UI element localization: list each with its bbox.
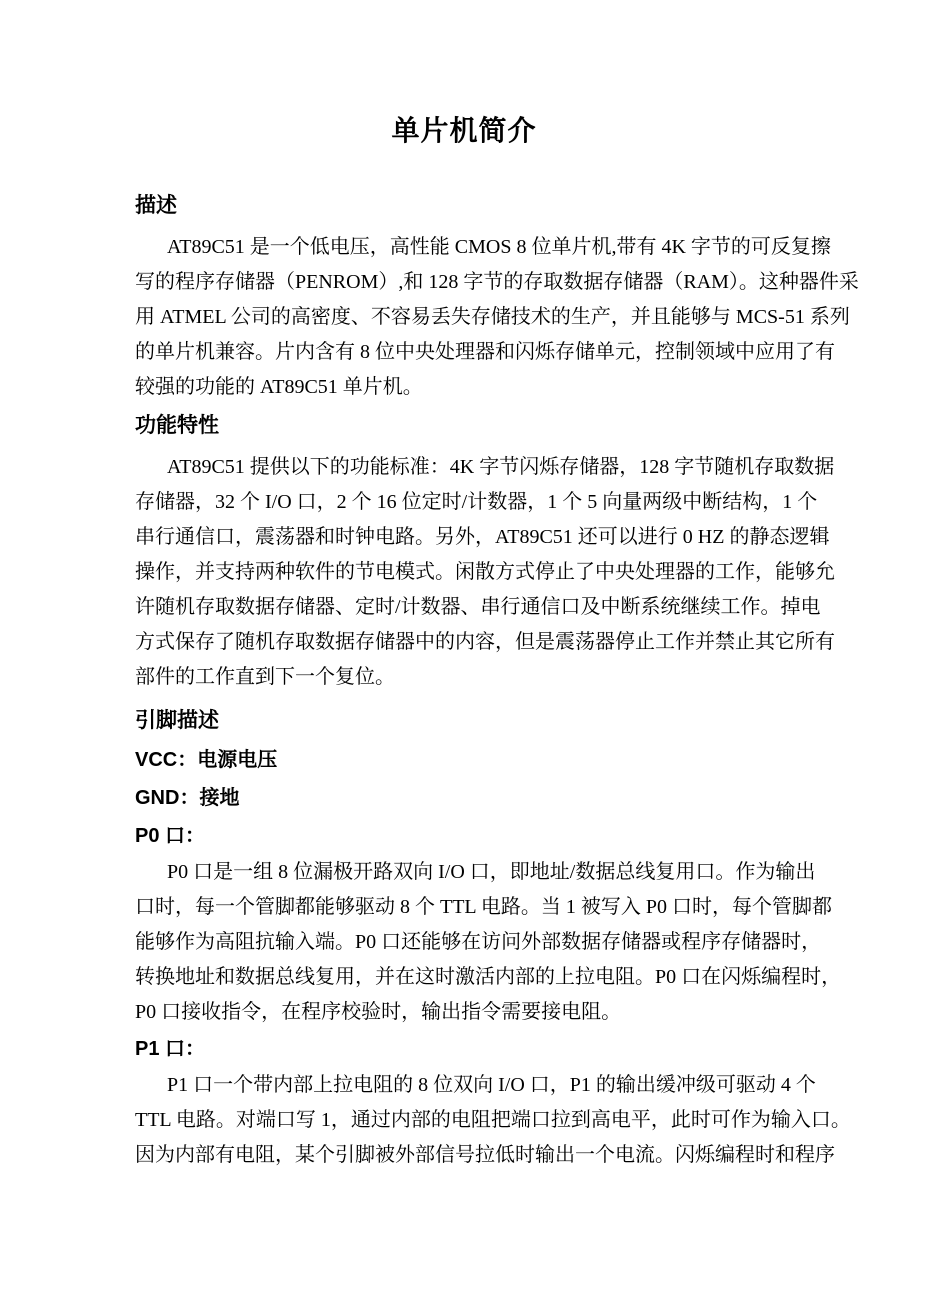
paragraph-line: 串行通信口，震荡器和时钟电路。另外，AT89C51 还可以进行 0 HZ 的静态逻辑 <box>135 526 830 548</box>
paragraph-line: 写的程序存储器（PENROM）,和 128 字节的存取数据存储器（RAM）。这种器件采 <box>135 271 859 293</box>
section-heading-pin-description: 引脚描述 <box>135 709 219 732</box>
paragraph-line: AT89C51 提供以下的功能标准：4K 字节闪烁存储器，128 字节随机存取数据 <box>167 456 835 478</box>
pin-line-p1: P1 口： <box>135 1038 206 1060</box>
paragraph-features <box>135 450 835 695</box>
paragraph-line: P0 口接收指令，在程序校验时，输出指令需要接电阻。 <box>135 1001 622 1023</box>
paragraph-line: 方式保存了随机存取数据存储器中的内容，但是震荡器停止工作并禁止其它所有 <box>135 631 835 653</box>
paragraph-line: 因为内部有电阻，某个引脚被外部信号拉低时输出一个电流。闪烁编程时和程序 <box>135 1144 835 1166</box>
paragraph-p1 <box>135 1068 851 1173</box>
section-heading-features: 功能特性 <box>135 414 219 437</box>
paragraph-description <box>135 230 859 405</box>
paragraph-line: 部件的工作直到下一个复位。 <box>135 666 395 688</box>
paragraph-line: 的单片机兼容。片内含有 8 位中央处理器和闪烁存储单元，控制领域中应用了有 <box>135 341 835 363</box>
paragraph-line: 较强的功能的 AT89C51 单片机。 <box>135 376 423 398</box>
section-heading-description: 描述 <box>135 194 177 217</box>
paragraph-line: 许随机存取数据存储器、定时/计数器、串行通信口及中断系统继续工作。掉电 <box>135 596 821 618</box>
document-title: 单片机简介 <box>391 115 537 146</box>
paragraph-line: P1 口一个带内部上拉电阻的 8 位双向 I/O 口，P1 的输出缓冲级可驱动 4 个 <box>167 1074 816 1096</box>
pin-line-vcc: VCC：电源电压 <box>135 749 278 771</box>
paragraph-line: 口时，每一个管脚都能够驱动 8 个 TTL 电路。当 1 被写入 P0 口时，每个管脚都 <box>135 896 833 918</box>
paragraph-line: AT89C51 是一个低电压，高性能 CMOS 8 位单片机,带有 4K 字节的可反复擦 <box>167 236 831 258</box>
pin-line-gnd: GND：接地 <box>135 787 240 809</box>
paragraph-line: P0 口是一组 8 位漏极开路双向 I/O 口，即地址/数据总线复用口。作为输出 <box>167 861 816 883</box>
paragraph-p0 <box>135 855 842 1030</box>
paragraph-line: 能够作为高阻抗输入端。P0 口还能够在访问外部数据存储器或程序存储器时， <box>135 931 822 953</box>
pin-line-p0: P0 口： <box>135 825 206 847</box>
paragraph-line: 存储器，32 个 I/O 口，2 个 16 位定时/计数器，1 个 5 向量两级中断结构，1 个 <box>135 491 818 513</box>
paragraph-line: 操作，并支持两种软件的节电模式。闲散方式停止了中央处理器的工作，能够允 <box>135 561 835 583</box>
paragraph-line: 转换地址和数据总线复用，并在这时激活内部的上拉电阻。P0 口在闪烁编程时， <box>135 966 842 988</box>
paragraph-line: 用 ATMEL 公司的高密度、不容易丢失存储技术的生产，并且能够与 MCS-51 系列 <box>135 306 850 328</box>
paragraph-line: TTL 电路。对端口写 1，通过内部的电阻把端口拉到高电平，此时可作为输入口。 <box>135 1109 851 1131</box>
